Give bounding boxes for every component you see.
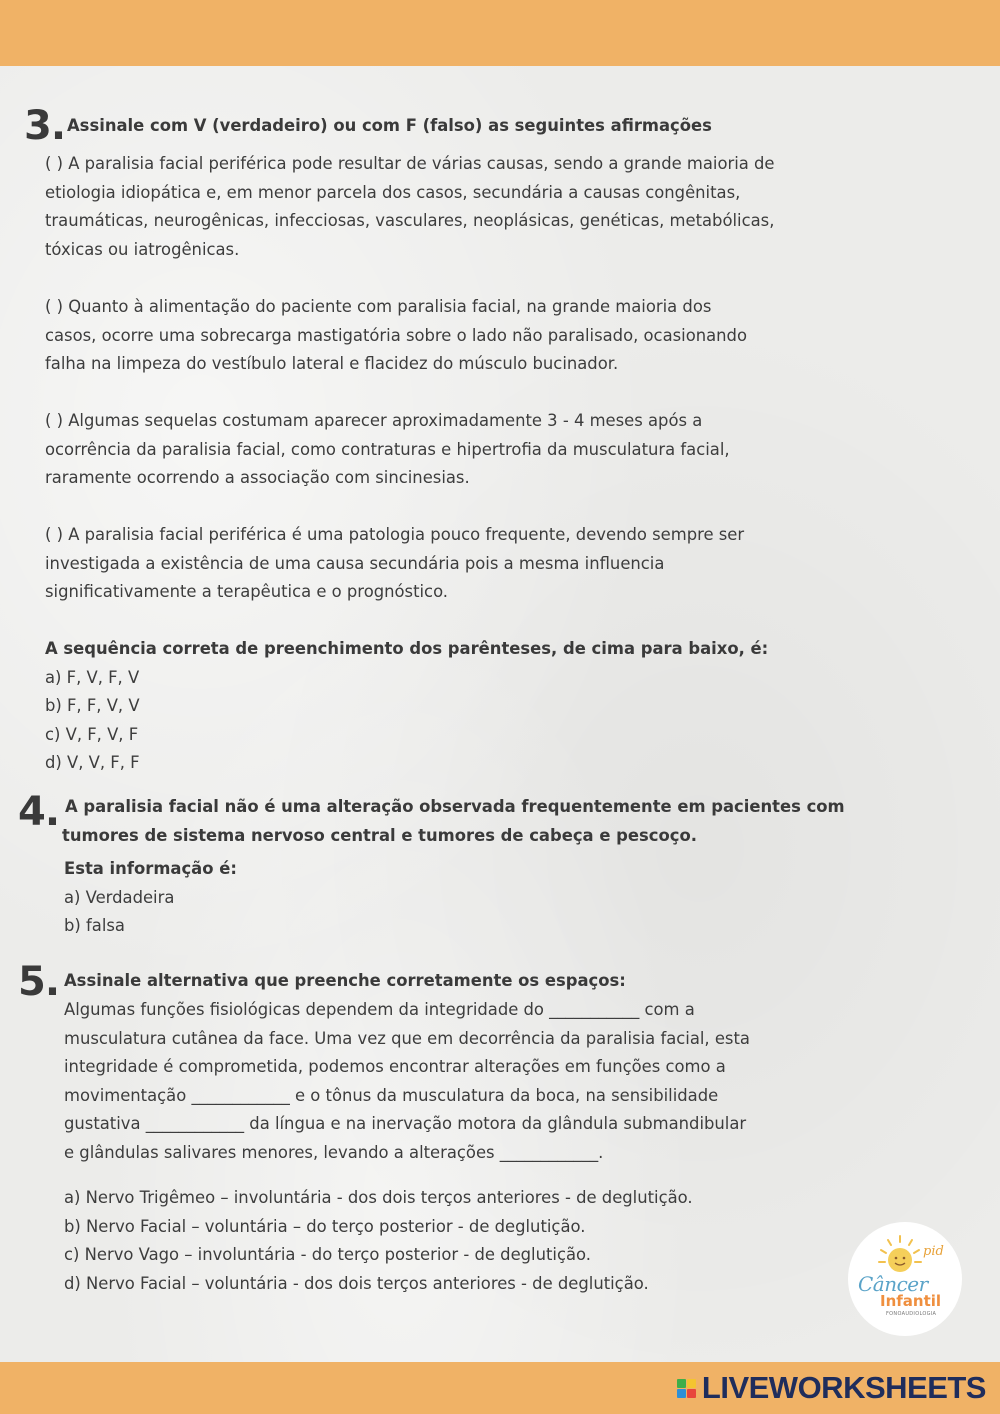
text-line: ocorrência da paralisia facial, como contraturas e hipertrofia da musculatura facial,: [45, 439, 730, 459]
text-line: raramente ocorrendo a associação com sincinesias.: [45, 468, 470, 488]
q3-statement-3: [45, 407, 730, 493]
text-line: Algumas funções fisiológicas dependem da integridade do ___________ com a: [64, 1000, 695, 1019]
text-line: ( ) A paralisia facial periférica pode resultar de várias causas, sendo a grande maioria de: [45, 154, 775, 173]
text-line: etiologia idiopática e, em menor parcela dos casos, secundária a causas congênitas,: [45, 182, 741, 202]
q3-option-b[interactable]: b) F, F, V, V: [45, 696, 140, 716]
q3-answer-block: [45, 635, 768, 778]
question-5-number: 5.: [18, 959, 60, 1005]
text-line: tóxicas ou iatrogênicas.: [45, 239, 240, 259]
q3-statement-1: [45, 150, 775, 264]
question-4-title: [62, 793, 845, 850]
q4-option-a[interactable]: a) Verdadeira: [64, 887, 175, 907]
q3-option-a[interactable]: a) F, V, F, V: [45, 667, 140, 687]
question-3-title: Assinale com V (verdadeiro) ou com F (falso) as seguintes afirmações: [67, 116, 712, 135]
text-line: integridade é comprometida, podemos encontrar alterações em funções como a: [64, 1057, 726, 1077]
q3-prompt: A sequência correta de preenchimento dos parênteses, de cima para baixo, é:: [45, 639, 769, 658]
text-line: movimentação ____________ e o tônus da musculatura da boca, na sensibilidade: [64, 1085, 719, 1105]
top-accent-bar: [0, 0, 1000, 66]
question-4-number: 4.: [18, 789, 60, 835]
q5-text: [64, 996, 750, 1168]
question-3-number: 3.: [24, 103, 66, 149]
logo-subtitle: Infantil: [880, 1292, 942, 1310]
liveworksheets-logo-icon: [677, 1379, 696, 1398]
text-line: musculatura cutânea da face. Uma vez que em decorrência da paralisia facial, esta: [64, 1028, 750, 1048]
text-line: e glândulas salivares menores, levando a alterações ____________.: [64, 1142, 604, 1162]
q4-answer-block: [64, 855, 237, 941]
cancer-infantil-logo: [848, 1222, 962, 1336]
text-line: traumáticas, neurogênicas, infecciosas, vasculares, neoplásicas, genéticas, metabólicas,: [45, 211, 775, 231]
q5-options: [64, 1184, 693, 1298]
liveworksheets-wordmark: LIVEWORKSHEETS: [701, 1370, 986, 1405]
logo-caption: FONOAUDIOLOGIA: [886, 1311, 937, 1317]
logo-title: Câncer: [858, 1272, 928, 1296]
q5-option-d[interactable]: d) Nervo Facial – voluntária - dos dois terços anteriores - de deglutição.: [64, 1273, 649, 1293]
q5-option-b[interactable]: b) Nervo Facial – voluntária – do terço posterior - de deglutição.: [64, 1216, 586, 1236]
q5-option-c[interactable]: c) Nervo Vago – involuntária - do terço posterior - de deglutição.: [64, 1245, 591, 1265]
q3-option-d[interactable]: d) V, V, F, F: [45, 753, 140, 773]
q4-prompt: Esta informação é:: [64, 859, 237, 878]
text-line: ( ) Quanto à alimentação do paciente com paralisia facial, na grande maioria dos: [45, 297, 712, 316]
q4-option-b[interactable]: b) falsa: [64, 916, 125, 936]
text-line: ( ) A paralisia facial periférica é uma patologia pouco frequente, devendo sempre ser: [45, 525, 745, 544]
q3-statement-2: [45, 293, 747, 379]
text-line: falha na limpeza do vestíbulo lateral e flacidez do músculo bucinador.: [45, 354, 619, 374]
text-line: investigada a existência de uma causa secundária pois a mesma influencia: [45, 553, 665, 573]
text-line: ( ) Algumas sequelas costumam aparecer aproximadamente 3 - 4 meses após a: [45, 411, 703, 430]
question-5-title: Assinale alternativa que preenche corretamente os espaços:: [64, 971, 626, 990]
q3-statement-4: [45, 521, 744, 607]
text-line: significativamente a terapêutica e o prognóstico.: [45, 582, 449, 602]
q5-option-a[interactable]: a) Nervo Trigêmeo – involuntária - dos dois terços anteriores - de deglutição.: [64, 1188, 693, 1207]
text-line: tumores de sistema nervoso central e tumores de cabeça e pescoço.: [62, 825, 697, 845]
text-line: gustativa ____________ da língua e na inervação motora da glândula submandibular: [64, 1114, 747, 1134]
liveworksheets-brand: [677, 1371, 986, 1405]
logo-tag: pid: [923, 1244, 944, 1259]
text-line: casos, ocorre uma sobrecarga mastigatória sobre o lado não paralisado, ocasionando: [45, 325, 747, 345]
q3-option-c[interactable]: c) V, F, V, F: [45, 724, 139, 744]
text-line: A paralisia facial não é uma alteração observada frequentemente em pacientes com: [65, 797, 845, 816]
